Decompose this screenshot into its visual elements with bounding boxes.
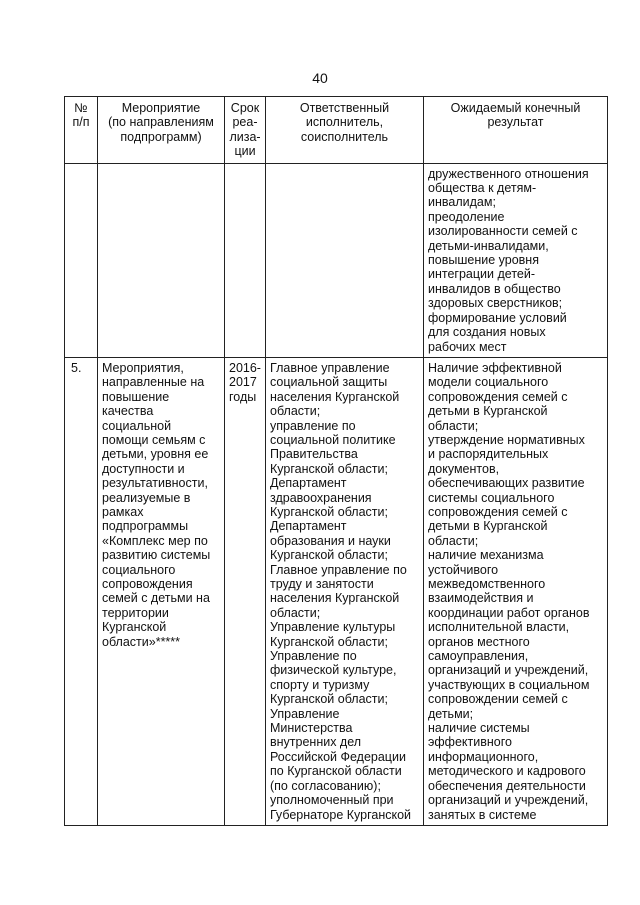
- program-table: [64, 96, 608, 826]
- header-result: Ожидаемый конечный результат: [424, 97, 608, 164]
- table-row: [65, 163, 608, 357]
- header-executor: Ответственный исполнитель, соисполнитель: [266, 97, 424, 164]
- cell-term: 2016- 2017 годы: [225, 357, 266, 825]
- page-number: 40: [312, 70, 328, 86]
- cell-term: [225, 163, 266, 357]
- cell-num: 5.: [65, 357, 98, 825]
- header-activity: Мероприятие (по направлениям подпрограмм): [98, 97, 225, 164]
- cell-activity: Мероприятия, направленные на повышение качества социальной помощи семьям с детьми, уровня ее доступности и результативности, реализуемые в рамках подпрограммы «Комплекс мер по развитию системы социального сопровождения семей с детьми на территории Курганской области»*****: [98, 357, 225, 825]
- header-term: Срок реа- лиза- ции: [225, 97, 266, 164]
- cell-activity: [98, 163, 225, 357]
- header-row: [65, 97, 608, 164]
- table-row: [65, 357, 608, 825]
- header-num: № п/п: [65, 97, 98, 164]
- cell-result: дружественного отношения общества к детям- инвалидам; преодоление изолированности семей с детьми-инвалидами, повышение уровня интеграции детей- инвалидов в общество здоровых сверстников; формирование условий для создания новых рабочих мест: [424, 163, 608, 357]
- cell-num: [65, 163, 98, 357]
- cell-executor: [266, 163, 424, 357]
- cell-executor: Главное управление социальной защиты населения Курганской области; управление по социальной политике Правительства Курганской области; Департамент здравоохранения Курганской области; Департамент образования и науки Курганской области; Главное управление по труду и занятости населения Курганской области; Управление культуры Курганской области; Управление по физической культуре, спорту и туризму Курганской области; Управление Министерства внутренних дел Российской Федерации по Курганской области (по согласованию); уполномоченный при Губернаторе Курганской: [266, 357, 424, 825]
- cell-result: Наличие эффективной модели социального сопровождения семей с детьми в Курганской области; утверждение нормативных и распорядительных документов, обеспечивающих развитие системы социального сопровождения семей с детьми в Курганской области; наличие механизма устойчивого межведомственного взаимодействия и координации работ органов исполнительной власти, органов местного самоуправления, организаций и учреждений, участвующих в социальном сопровождении семей с детьми; наличие системы эффективного информационного, методического и кадрового обеспечения деятельности организаций и учреждений, занятых в системе: [424, 357, 608, 825]
